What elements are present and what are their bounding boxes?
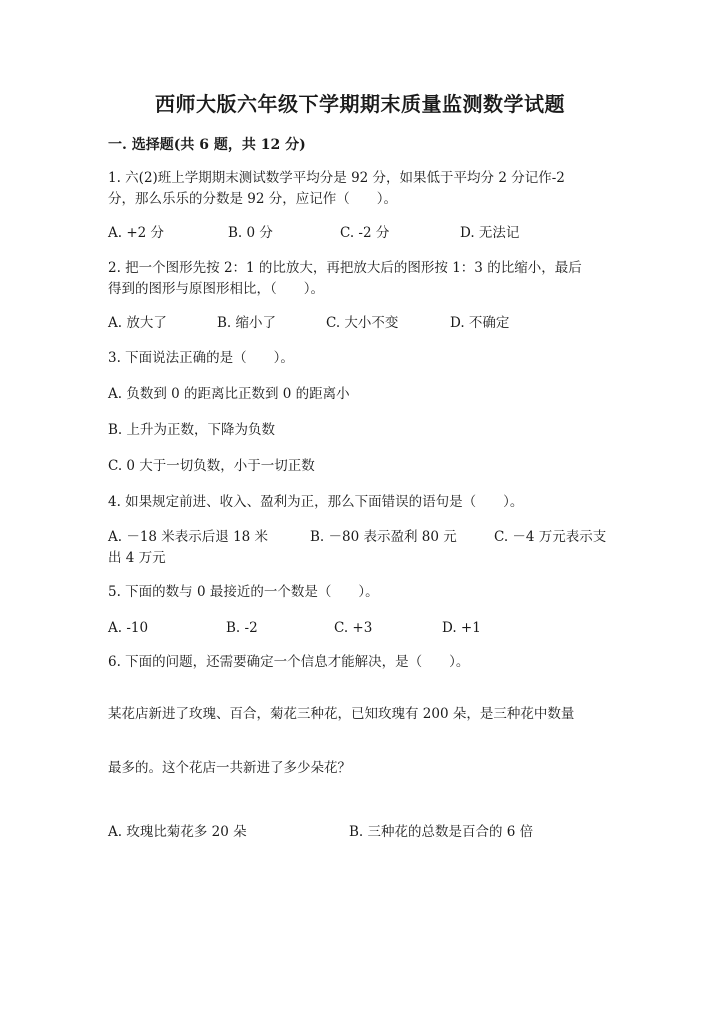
question-5-option-c: C. +3 — [334, 620, 373, 636]
question-5-option-a: A. -10 — [108, 620, 149, 636]
question-5-option-d: D. +1 — [442, 620, 481, 636]
question-1-line-2: 分，那么乐乐的分数是 92 分，应记作（ ）。 — [108, 191, 398, 207]
question-1-option-d: D. 无法记 — [460, 225, 520, 241]
section-heading: 一. 选择题(共 6 题，共 12 分) — [108, 137, 306, 153]
question-1-line-1: 1. 六(2)班上学期期末测试数学平均分是 92 分，如果低于平均分 2 分记作-2 — [108, 170, 565, 186]
question-1-option-b: B. 0 分 — [228, 225, 273, 241]
question-6-line-1: 6. 下面的问题，还需要确定一个信息才能解决，是（ ）。 — [108, 654, 470, 670]
question-6-line-3: 最多的。这个花店一共新进了多少朵花？ — [108, 760, 351, 776]
question-2-option-a: A. 放大了 — [108, 315, 167, 331]
question-4-option-b: B. －80 表示盈利 80 元 — [310, 529, 457, 545]
question-2-option-d: D. 不确定 — [450, 315, 510, 331]
question-3-line-1: 3. 下面说法正确的是（ ）。 — [108, 350, 294, 366]
question-4-line-1: 4. 如果规定前进、收入、盈利为正，那么下面错误的语句是（ ）。 — [108, 494, 524, 510]
question-4-option-c: C. －4 万元表示支 — [494, 529, 607, 545]
question-2-line-2: 得到的图形与原图形相比，（ ）。 — [108, 281, 324, 297]
question-1-option-a: A. +2 分 — [108, 225, 165, 241]
question-5-option-b: B. -2 — [226, 620, 258, 636]
question-6-option-b: B. 三种花的总数是百合的 6 倍 — [349, 824, 534, 840]
question-2-line-1: 2. 把一个图形先按 2：1 的比放大，再把放大后的图形按 1：3 的比缩小，最后 — [108, 260, 582, 276]
question-1-option-c: C. -2 分 — [340, 225, 390, 241]
question-4-option-a: A. －18 米表示后退 18 米 — [108, 529, 269, 545]
question-2-option-b: B. 缩小了 — [217, 315, 277, 331]
question-3-option-a: A. 负数到 0 的距离比正数到 0 的距离小 — [108, 386, 350, 402]
page-title: 西师大版六年级下学期期末质量监测数学试题 — [155, 92, 565, 116]
question-6-option-a: A. 玫瑰比菊花多 20 朵 — [108, 824, 247, 840]
question-3-option-c: C. 0 大于一切负数，小于一切正数 — [108, 458, 315, 474]
question-6-line-2: 某花店新进了玫瑰、百合，菊花三种花，已知玫瑰有 200 朵，是三种花中数量 — [108, 706, 575, 722]
question-3-option-b: B. 上升为正数，下降为负数 — [108, 422, 276, 438]
question-2-option-c: C. 大小不变 — [326, 315, 399, 331]
question-5-line-1: 5. 下面的数与 0 最接近的一个数是（ ）。 — [108, 584, 379, 600]
question-4-option-c-continued: 出 4 万元 — [108, 550, 166, 566]
